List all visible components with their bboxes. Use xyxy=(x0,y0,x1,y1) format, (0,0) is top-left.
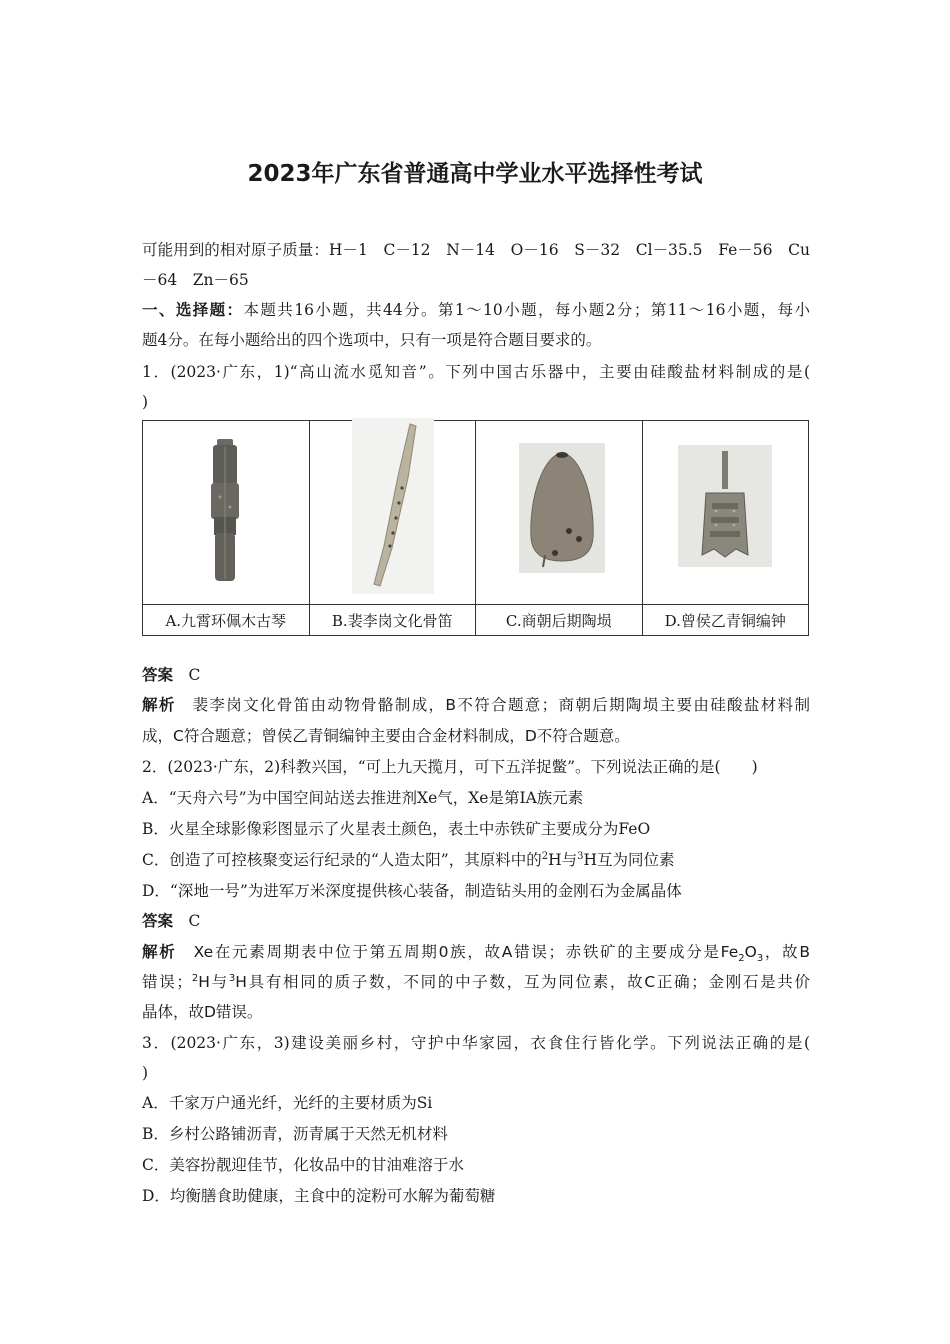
q2-option-c-text-2: H与 xyxy=(548,851,578,869)
q3-option-b: B．乡村公路铺沥青，沥青属于天然无机材料 xyxy=(142,1125,448,1143)
q2-option-b: B．火星全球影像彩图显示了火星表土颜色，表土中赤铁矿主要成分为FeO xyxy=(142,820,651,838)
q3-stem-line-2: ) xyxy=(142,1064,149,1082)
q2-answer xyxy=(142,911,810,931)
section-1-head: 一、选择题： xyxy=(142,301,244,319)
q1-answer-label: 答案 xyxy=(142,666,174,684)
q1-answer xyxy=(142,665,810,685)
q2-analysis-text-3: ，故B xyxy=(763,943,810,961)
q2-analysis-sub-1: 2 xyxy=(738,953,745,965)
q2-analysis-line-3: 晶体，故D错误。 xyxy=(142,1003,263,1021)
q2-analysis-text-1: Xe在元素周期表中位于第五周期0族，故A错误；赤铁矿的主要成分是Fe xyxy=(193,943,739,961)
q1-option-a-label: A.九霄环佩木古琴 xyxy=(143,605,310,636)
q1-analysis-line-1 xyxy=(142,695,810,715)
q2-option-c xyxy=(142,850,810,870)
q3-option-c: C．美容扮靓迎佳节，化妆品中的甘油难溶于水 xyxy=(142,1156,464,1174)
section-1-line-2: 题4分。在每小题给出的四个选项中，只有一项是符合题目要求的。 xyxy=(142,331,602,349)
q2-option-c-sup-1: 2 xyxy=(541,850,549,862)
q2-answer-label: 答案 xyxy=(142,912,174,930)
q1-option-d-image-cell xyxy=(642,421,809,605)
q2-analysis-sup-2: 3 xyxy=(228,972,236,984)
q2-analysis-text-4: 错误； xyxy=(142,973,192,991)
guqin-image xyxy=(203,437,247,585)
q1-analysis-label: 解析 xyxy=(142,696,176,714)
q1-options-table xyxy=(142,420,809,636)
section-1-line-1 xyxy=(142,300,810,320)
q2-option-c-sup-2: 3 xyxy=(577,850,584,862)
bronze-bell-image xyxy=(678,445,772,567)
q2-analysis-sup-1: 2 xyxy=(191,972,199,984)
atomic-mass-line-2: －64 Zn－65 xyxy=(142,271,249,289)
q1-analysis-text-1: 裴李岗文化骨笛由动物骨骼制成，B不符合题意；商朝后期陶埙主要由硅酸盐材料制 xyxy=(192,696,810,714)
q2-analysis-label: 解析 xyxy=(142,943,177,961)
q1-stem-line-1: 1．(2023·广东，1)“高山流水觅知音”。下列中国古乐器中，主要由硅酸盐材料制成的是( xyxy=(142,363,810,381)
q2-analysis-text-2: O xyxy=(744,943,757,961)
q1-analysis-line-2: 成，C符合题意；曾侯乙青铜编钟主要由合金材料制成，D不符合题意。 xyxy=(142,727,630,745)
q1-option-b-image-cell xyxy=(309,421,476,605)
atomic-mass-line-1: 可能用到的相对原子质量：H－1 C－12 N－14 O－16 S－32 Cl－35.5 Fe－56 Cu xyxy=(142,241,810,259)
q1-option-c-image-cell xyxy=(476,421,643,605)
q1-stem-line-2: ) xyxy=(142,393,149,411)
bone-flute-image xyxy=(352,418,434,594)
q1-option-b-label: B.裴李岗文化骨笛 xyxy=(309,605,476,636)
q1-option-c-label: C.商朝后期陶埙 xyxy=(476,605,643,636)
q2-stem: 2．(2023·广东，2)科教兴国，“可上九天揽月，可下五洋捉鳖”。下列说法正确的是( ) xyxy=(142,758,758,776)
q2-option-c-text-1: C．创造了可控核聚变运行纪录的“人造太阳”，其原料中的 xyxy=(142,851,542,869)
q1-option-a-image-cell xyxy=(143,421,310,605)
q2-option-c-text-3: H互为同位素 xyxy=(583,851,675,869)
q3-stem-line-1: 3．(2023·广东，3)建设美丽乡村，守护中华家园，衣食住行皆化学。下列说法正确的是( xyxy=(142,1034,810,1052)
q1-option-d-label: D.曾侯乙青铜编钟 xyxy=(642,605,809,636)
q2-answer-value: C xyxy=(188,912,201,930)
q2-option-d: D．“深地一号”为进军万米深度提供核心装备，制造钻头用的金刚石为金属晶体 xyxy=(142,882,682,900)
q2-analysis-line-1 xyxy=(142,942,810,965)
page-title: 2023年广东省普通高中学业水平选择性考试 xyxy=(247,161,703,187)
q1-answer-value: C xyxy=(188,666,201,684)
q2-option-a: A．“天舟六号”为中国空间站送去推进剂Xe气，Xe是第ⅠA族元素 xyxy=(142,789,584,807)
q2-analysis-sub-2: 3 xyxy=(756,953,764,965)
q2-analysis-text-6: H具有相同的质子数，不同的中子数，互为同位素，故C正确；金刚石是共价 xyxy=(235,973,811,991)
section-1-text: 本题共16小题，共44分。第1～10小题，每小题2分；第11～16小题，每小 xyxy=(243,301,810,319)
q3-option-a: A．千家万户通光纤，光纤的主要材质为Si xyxy=(142,1094,433,1112)
q2-analysis-text-5: H与 xyxy=(198,973,229,991)
q3-option-d: D．均衡膳食助健康，主食中的淀粉可水解为葡萄糖 xyxy=(142,1187,496,1205)
pottery-xun-image xyxy=(519,443,605,573)
q2-analysis-line-2 xyxy=(142,972,810,992)
